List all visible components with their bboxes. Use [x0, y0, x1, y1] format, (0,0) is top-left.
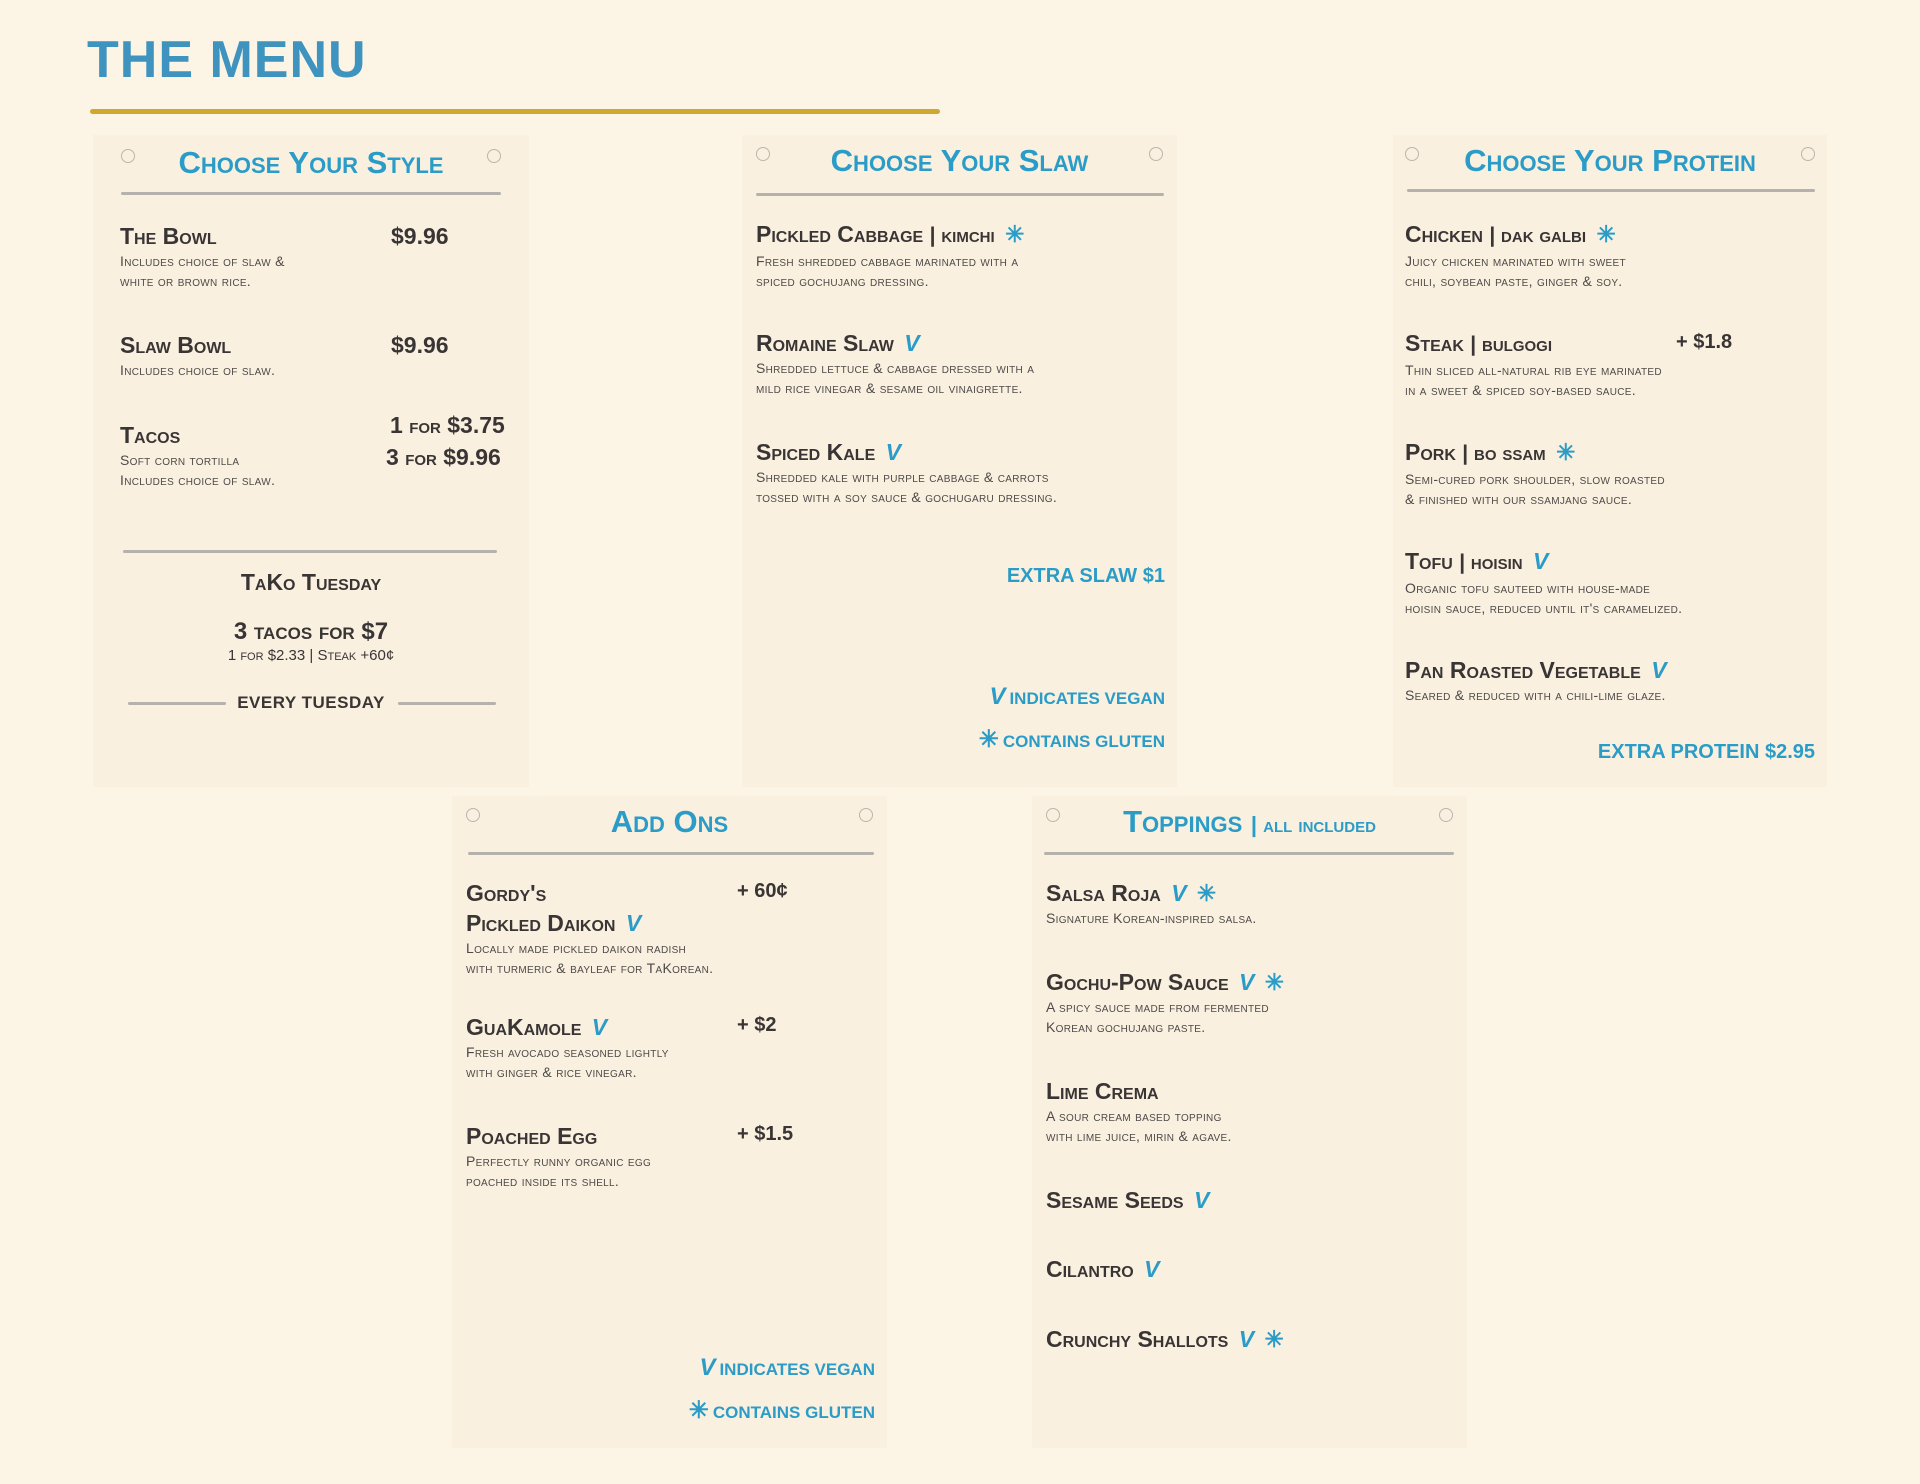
item-name [1405, 219, 1626, 251]
item-description: Organic tofu sauteed with house-made hoisin sauce, reduced until it's caramelized. [1405, 580, 1683, 616]
extra-slaw-price: EXTRA SLAW $1 [1006, 565, 1165, 587]
menu-item [1046, 1324, 1284, 1354]
menu-item [1046, 1076, 1232, 1146]
vegan-icon: V [885, 439, 901, 465]
item-name-text: Pickled Daikon [466, 910, 616, 936]
gluten-icon: ✳ [1556, 439, 1576, 465]
legend-gluten [979, 725, 1165, 754]
vegan-icon: V [1171, 880, 1187, 906]
gluten-icon: ✳ [1264, 969, 1285, 995]
price-qty: 3 [386, 444, 399, 470]
gluten-icon: ✳ [1264, 1326, 1284, 1352]
item-name [1405, 655, 1667, 685]
item-name-text: Gochu-Pow Sauce [1046, 969, 1229, 995]
item-subname: | kimchi [929, 224, 995, 247]
item-name [1046, 1324, 1284, 1354]
item-name-text: Pickled Cabbage [756, 221, 924, 247]
item-name: Gordy's [466, 880, 547, 906]
menu-item [466, 1121, 651, 1191]
menu-item [1046, 1254, 1159, 1284]
toppings-heading-text: Toppings [1123, 804, 1243, 839]
item-description: Shredded lettuce & cabbage dressed with a mild rice vinegar & sesame oil vinaigrette. [756, 360, 1035, 396]
menu-item [1046, 878, 1257, 928]
toppings-heading [1032, 804, 1467, 840]
item-description: Perfectly runny organic egg poached inside its shell. [466, 1153, 652, 1189]
item-description: Shredded kale with purple cabbage & carrots tossed with a soy sauce & gochugaru dressing. [756, 469, 1058, 505]
addons-card [452, 796, 887, 1448]
price-unit: for [405, 447, 437, 470]
menu-item [1046, 967, 1284, 1037]
menu-item [120, 221, 285, 291]
item-description: Soft corn tortilla Includes choice of slaw. [120, 452, 276, 488]
item-name-text: Steak [1405, 330, 1464, 356]
heading-rule [121, 192, 501, 195]
heading-rule [468, 852, 874, 855]
item-description: Semi-cured pork shoulder, slow roasted & finished with our ssamjang sauce. [1405, 471, 1665, 507]
tuesday-subtext: 1 for $2.33 | Steak +60¢ [227, 647, 395, 664]
slaw-heading: Choose Your Slaw [830, 143, 1089, 178]
legend-gluten-text: CONTAINS GLUTEN [712, 1403, 875, 1422]
item-name [1046, 878, 1257, 908]
item-name-text: Sesame Seeds [1046, 1187, 1184, 1213]
gluten-icon: ✳ [1005, 221, 1025, 247]
title-underline [90, 109, 940, 114]
item-name-text: Pork [1405, 439, 1456, 465]
item-price: $9.96 [391, 223, 449, 249]
item-price [386, 444, 501, 471]
item-name [1046, 1185, 1209, 1215]
vegan-icon: V [1144, 1256, 1160, 1282]
item-name-text: Romaine Slaw [756, 330, 894, 356]
item-name: Tacos [120, 422, 181, 448]
gluten-icon: ✳ [688, 1397, 709, 1424]
tuesday-heading: TaKo Tuesday [240, 569, 382, 595]
item-description: Thin sliced all-natural rib eye marinated in a sweet & spiced soy-based sauce. [1405, 362, 1662, 398]
toppings-card [1032, 796, 1467, 1448]
item-description: Seared & reduced with a chili-lime glaze. [1405, 687, 1666, 703]
price-value: $3.75 [447, 412, 505, 438]
item-price: + 60¢ [737, 880, 788, 902]
page-title: THE MENU [87, 31, 367, 89]
item-name: Poached Egg [466, 1123, 598, 1149]
vegan-icon: V [1193, 1187, 1210, 1213]
item-name-text: Spiced Kale [756, 439, 876, 465]
vegan-icon: V [1238, 1326, 1255, 1352]
vegan-icon: V [625, 910, 642, 936]
menu-item [466, 878, 713, 978]
item-description: Locally made pickled daikon radish with turmeric & bayleaf for TaKorean. [466, 940, 714, 976]
legend-vegan-text: INDICATES VEGAN [1009, 689, 1165, 708]
item-description: Fresh shredded cabbage marinated with a spiced gochujang dressing. [756, 253, 1019, 289]
deal-text: tacos for [253, 618, 355, 645]
item-name [1046, 967, 1284, 997]
legend-vegan [989, 683, 1165, 711]
gluten-icon: ✳ [1596, 221, 1616, 247]
item-subname: | bo ssam [1462, 442, 1546, 465]
item-name [756, 437, 1057, 467]
item-description: Includes choice of slaw. [120, 362, 276, 378]
vegan-icon: V [1651, 657, 1667, 683]
item-name-text: Tofu [1405, 548, 1453, 574]
vegan-icon: V [1533, 548, 1549, 574]
deal-qty: 3 [233, 618, 248, 645]
deal-price: $7 [361, 618, 389, 645]
heading-rule [756, 193, 1164, 196]
addons-heading: Add Ons [610, 804, 729, 839]
item-description: A sour cream based topping with lime juice, mirin & agave. [1046, 1108, 1232, 1144]
item-name [756, 219, 1024, 251]
item-name-text: GuaKamole [466, 1014, 582, 1040]
item-description: Juicy chicken marinated with sweet chili, soybean paste, ginger & soy. [1405, 253, 1626, 289]
item-price: $9.96 [391, 332, 449, 358]
item-name: Lime Crema [1046, 1078, 1159, 1104]
menu-item [120, 420, 275, 490]
vegan-icon: V [699, 1354, 716, 1381]
item-description: A spicy sauce made from fermented Korean gochujang paste. [1046, 999, 1269, 1035]
item-subname: | hoisin [1459, 551, 1523, 574]
item-price: + $1.5 [737, 1123, 794, 1145]
vegan-icon: V [989, 683, 1006, 710]
menu-item [756, 219, 1024, 291]
item-price: + $2 [737, 1014, 777, 1036]
extra-protein-price: EXTRA PROTEIN $2.95 [1597, 741, 1815, 763]
gluten-icon: ✳ [978, 726, 999, 753]
item-name-text: Chicken [1405, 221, 1483, 247]
menu-item [466, 1012, 669, 1082]
gluten-icon: ✳ [1196, 880, 1217, 906]
menu-item [120, 330, 275, 380]
legend-vegan-text: INDICATES VEGAN [719, 1360, 875, 1379]
protein-heading: Choose Your Protein [1464, 143, 1756, 178]
item-name [756, 328, 1034, 358]
protein-card [1393, 135, 1827, 787]
item-description: Fresh avocado seasoned lightly with ginger & rice vinegar. [466, 1044, 669, 1080]
item-name-text: Crunchy Shallots [1046, 1326, 1229, 1352]
item-name [1405, 437, 1665, 469]
menu-item [1405, 655, 1667, 705]
item-name-text: Pan Roasted Vegetable [1405, 657, 1641, 683]
item-description: Signature Korean-inspired salsa. [1046, 910, 1257, 926]
legend-vegan [699, 1354, 875, 1382]
heading-rule [1407, 189, 1815, 192]
price-unit: for [409, 415, 441, 438]
vegan-icon: V [1239, 969, 1255, 995]
menu-item [1405, 437, 1665, 509]
legend-gluten-text: CONTAINS GLUTEN [1002, 732, 1165, 751]
price-qty: 1 [390, 412, 403, 438]
footer-rule-right [398, 702, 496, 705]
menu-item [1046, 1185, 1209, 1215]
item-name [466, 908, 713, 938]
item-name [1405, 546, 1682, 578]
item-name [466, 1012, 669, 1042]
slaw-card [742, 135, 1177, 787]
vegan-icon: V [591, 1014, 608, 1040]
item-subname: | dak galbi [1489, 224, 1587, 247]
item-description: Includes choice of slaw & white or brown rice. [120, 253, 285, 289]
vegan-icon: V [904, 330, 920, 356]
menu-item [756, 328, 1034, 398]
item-name [1046, 1254, 1159, 1284]
menu-item [1405, 328, 1662, 400]
menu-item [1405, 546, 1682, 618]
menu-item [756, 437, 1057, 507]
toppings-heading-sub: | all included [1250, 812, 1376, 837]
menu-item [1405, 219, 1626, 291]
item-name-text: Salsa Roja [1046, 880, 1161, 906]
tuesday-footer: EVERY TUESDAY [237, 693, 385, 712]
style-heading: Choose Your Style [178, 145, 444, 180]
tuesday-deal [93, 618, 529, 646]
item-price [390, 412, 505, 439]
item-name [1405, 328, 1662, 360]
item-name: The Bowl [120, 223, 217, 249]
price-value: $9.96 [443, 444, 501, 470]
item-price: + $1.8 [1676, 331, 1733, 353]
item-subname: | bulgogi [1470, 333, 1553, 356]
legend-gluten [689, 1396, 875, 1425]
style-card [93, 135, 529, 787]
section-rule [123, 550, 497, 553]
heading-rule [1044, 852, 1454, 855]
item-name-text: Cilantro [1046, 1256, 1134, 1282]
item-name: Slaw Bowl [120, 332, 232, 358]
